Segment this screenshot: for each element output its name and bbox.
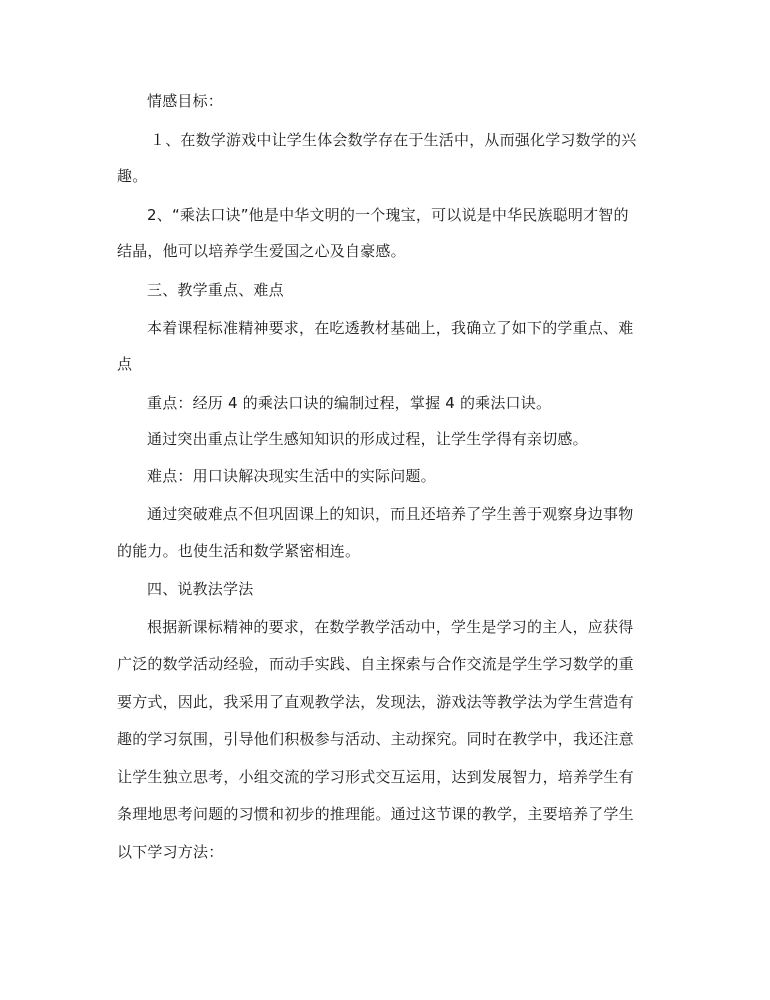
paragraph-line: 结晶，他可以培养学生爱国之心及自豪感。 <box>117 242 406 260</box>
paragraph-line: 点 <box>117 355 133 373</box>
paragraph-line: 本着课程标准精神要求，在吃透教材基础上，我确立了如下的学重点、难 <box>147 319 634 337</box>
paragraph-line: 条理地思考问题的习惯和初步的推理能。通过这节课的教学，主要培养了学生 <box>117 805 634 823</box>
paragraph-line: １、在数学游戏中让学生体会数学存在于生活中，从而强化学习数学的兴 <box>150 131 637 149</box>
paragraph-line: 的能力。也使生活和数学紧密相连。 <box>117 542 361 560</box>
paragraph-line: 难点：用口诀解决现实生活中的实际问题。 <box>147 467 436 485</box>
paragraph-line: 趣。 <box>117 167 148 185</box>
paragraph-line: 重点：经历 4 的乘法口诀的编制过程，掌握 4 的乘法口诀。 <box>147 394 552 412</box>
heading-emotional-goals: 情感目标： <box>147 92 224 110</box>
paragraph-line: 根据新课标精神的要求，在数学教学活动中，学生是学习的主人，应获得 <box>147 618 634 636</box>
section-heading-methods: 四、说教法学法 <box>147 580 254 598</box>
paragraph-line: 让学生独立思考，小组交流的学习形式交互运用，达到发展智力，培养学生有 <box>117 768 634 786</box>
paragraph-line: 通过突破难点不但巩固课上的知识，而且还培养了学生善于观察身边事物 <box>147 505 634 523</box>
paragraph-line: 广泛的数学活动经验，而动手实践、自主探索与合作交流是学生学习数学的重 <box>117 655 634 673</box>
paragraph-line: 要方式，因此，我采用了直观教学法，发现法，游戏法等教学法为学生营造有 <box>117 693 634 711</box>
paragraph-line: 通过突出重点让学生感知知识的形成过程，让学生学得有亲切感。 <box>147 430 588 448</box>
section-heading-key-points: 三、教学重点、难点 <box>147 281 284 299</box>
paragraph-line: 2、“乘法口诀”他是中华文明的一个瑰宝，可以说是中华民族聪明才智的 <box>147 206 629 224</box>
paragraph-line: 趣的学习氛围，引导他们积极参与活动、主动探究。同时在教学中，我还注意 <box>117 730 634 748</box>
paragraph-line: 以下学习方法： <box>117 843 224 861</box>
